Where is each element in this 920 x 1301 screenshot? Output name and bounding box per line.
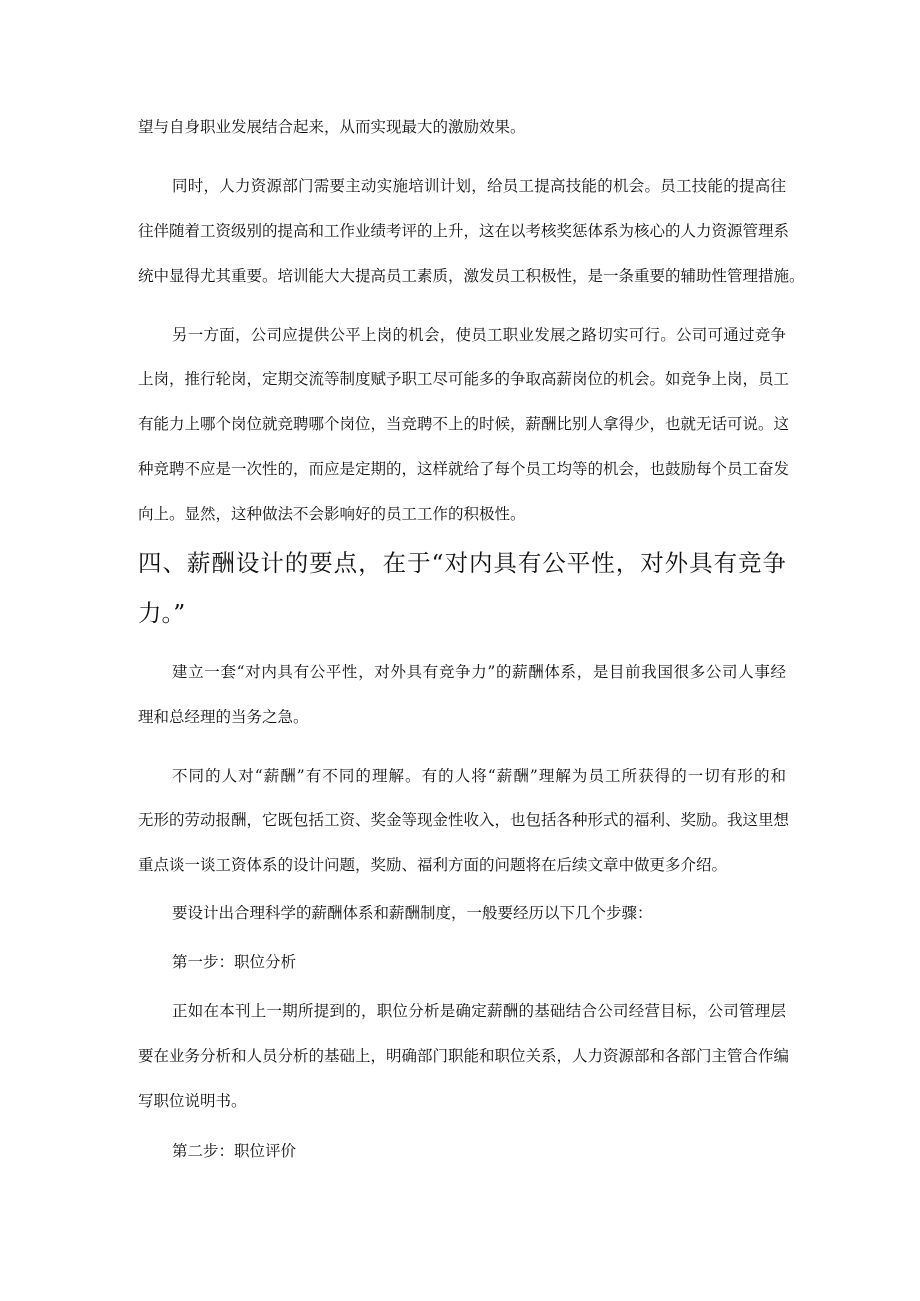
paragraph-line: 统中显得尤其重要。培训能大大提高员工素质，激发员工积极性，是一条重要的辅助性管理措施。: [138, 267, 805, 285]
step-heading: 第二步：职位评价: [172, 1142, 297, 1160]
paragraph-line: 要设计出合理科学的薪酬体系和薪酬制度，一般要经历以下几个步骤：: [172, 904, 653, 922]
paragraph-line: 重点谈一谈工资体系的设计问题，奖励、福利方面的问题将在后续文章中做更多介绍。: [138, 856, 728, 874]
paragraph-line: 正如在本刊上一期所提到的，职位分析是确定薪酬的基础结合公司经营目标，公司管理层: [172, 1002, 786, 1020]
paragraph-line: 无形的劳动报酬，它既包括工资、奖金等现金性收入，也包括各种形式的福利、奖励。我这里想: [138, 811, 790, 829]
section-heading: 力。”: [138, 599, 186, 627]
step-heading: 第一步：职位分析: [172, 953, 297, 971]
paragraph-line: 不同的人对“薪酬”有不同的理解。有的人将“薪酬”理解为员工所获得的一切有形的和: [172, 767, 786, 785]
paragraph-line: 有能力上哪个岗位就竞聘哪个岗位，当竞聘不上的时候，薪酬比别人拿得少，也就无话可说。这: [138, 415, 790, 433]
paragraph-line: 另一方面，公司应提供公平上岗的机会，使员工职业发展之路切实可行。公司可通过竞争: [172, 326, 786, 344]
paragraph-line: 写职位说明书。: [138, 1092, 247, 1110]
paragraph-line: 向上。显然，这种做法不会影响好的员工工作的积极性。: [138, 505, 526, 523]
paragraph-line: 理和总经理的当务之急。: [138, 708, 309, 726]
paragraph-line: 往伴随着工资级别的提高和工作业绩考评的上升，这在以考核奖惩体系为核心的人力资源管理系: [138, 222, 790, 240]
paragraph-line: 同时，人力资源部门需要主动实施培训计划，给员工提高技能的机会。员工技能的提高往: [172, 177, 786, 195]
paragraph-line: 望与自身职业发展结合起来，从而实现最大的激励效果。: [138, 118, 526, 136]
paragraph-line: 要在业务分析和人员分析的基础上，明确部门职能和职位关系，人力资源部和各部门主管合作编: [138, 1047, 790, 1065]
paragraph-line: 种竞聘不应是一次性的，而应是定期的，这样就给了每个员工均等的机会，也鼓励每个员工奋发: [138, 460, 790, 478]
paragraph-line: 建立一套“对内具有公平性，对外具有竞争力”的薪酬体系，是目前我国很多公司人事经: [172, 663, 786, 681]
section-heading: 四、薪酬设计的要点，在于“对内具有公平性，对外具有竞争: [138, 549, 786, 577]
paragraph-line: 上岗，推行轮岗，定期交流等制度赋予职工尽可能多的争取高薪岗位的机会。如竞争上岗，员工: [138, 370, 790, 388]
